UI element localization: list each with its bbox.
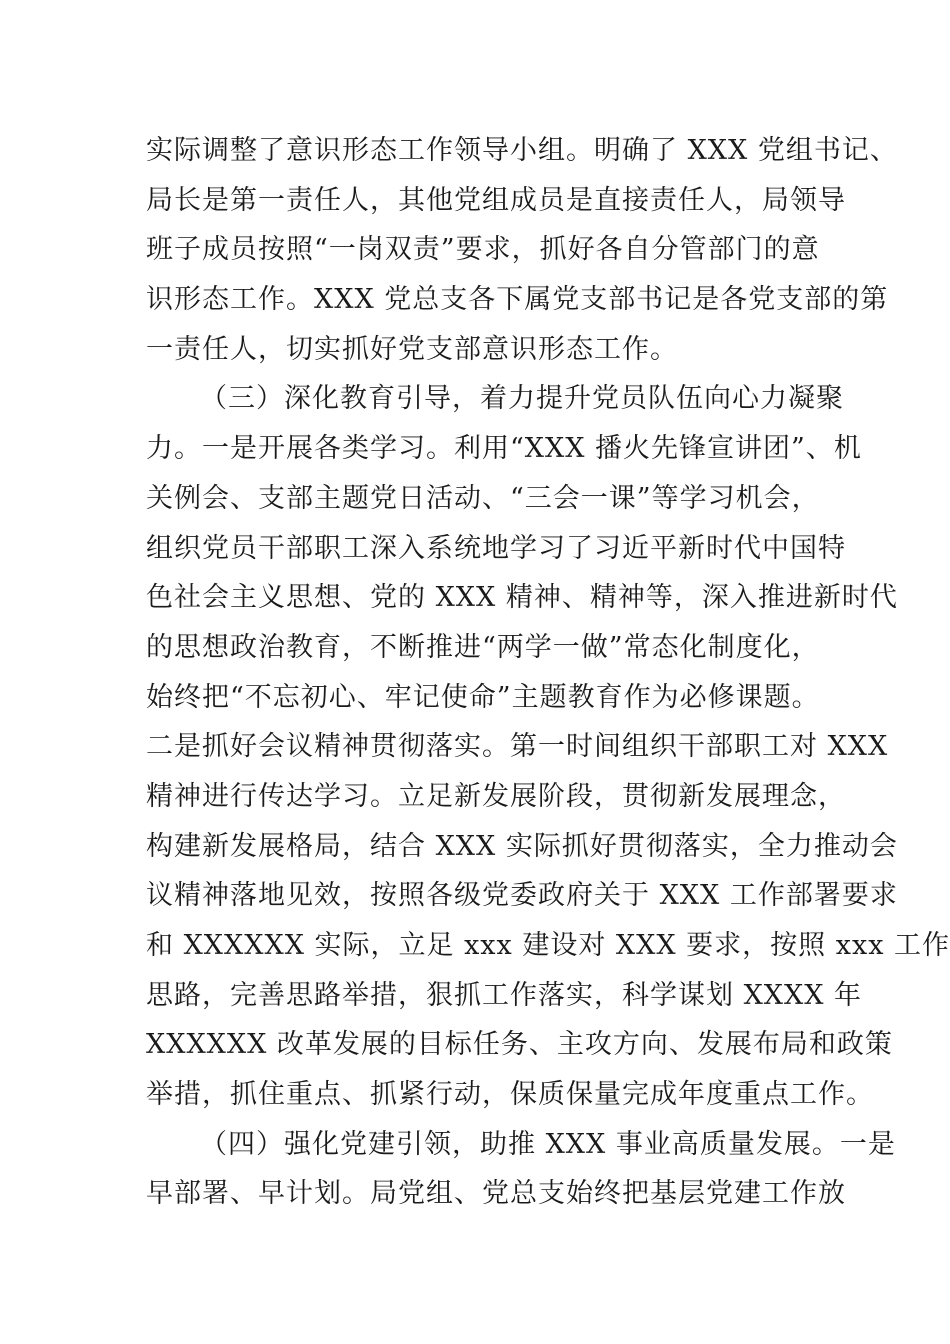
text-line: 识形态工作。XXX 党总支各下属党支部书记是各党支部的第 xyxy=(146,284,889,316)
text-line: 构建新发展格局，结合 XXX 实际抓好贯彻落实，全力推动会 xyxy=(146,830,898,862)
text-line: 一责任人，切实抓好党支部意识形态工作。 xyxy=(146,333,678,365)
text-line: 议精神落地见效，按照各级党委政府关于 XXX 工作部署要求 xyxy=(146,880,898,912)
section-heading-line: （四）强化党建引领，助推 XXX 事业高质量发展。一是 xyxy=(200,1128,896,1160)
text-line: 关例会、支部主题党日活动、“三会一课”等学习机会， xyxy=(146,482,820,514)
text-line: 早部署、早计划。局党组、党总支始终把基层党建工作放 xyxy=(146,1178,846,1210)
text-line: 举措，抓住重点、抓紧行动，保质保量完成年度重点工作。 xyxy=(146,1079,874,1111)
text-line: 力。一是开展各类学习。利用“XXX 播火先锋宣讲团”、机 xyxy=(146,433,862,465)
text-line: 色社会主义思想、党的 XXX 精神、精神等，深入推进新时代 xyxy=(146,582,898,614)
text-line: 思路，完善思路举措，狠抓工作落实，科学谋划 XXXX 年 xyxy=(146,979,863,1011)
text-line: 的思想政治教育，不断推进“两学一做”常态化制度化， xyxy=(146,631,820,663)
text-line: 二是抓好会议精神贯彻落实。第一时间组织干部职工对 XXX xyxy=(146,731,889,763)
text-line: 精神进行传达学习。立足新发展阶段，贯彻新发展理念， xyxy=(146,780,846,812)
text-line: XXXXXX 改革发展的目标任务、主攻方向、发展布局和政策 xyxy=(146,1029,893,1061)
text-line: 始终把“不忘初心、牢记使命”主题教育作为必修课题。 xyxy=(146,681,820,713)
text-line: 实际调整了意识形态工作领导小组。明确了 XXX 党组书记、 xyxy=(146,135,898,166)
text-line: 组织党员干部职工深入系统地学习了习近平新时代中国特 xyxy=(146,532,846,564)
text-line: 和 XXXXXX 实际，立足 xxx 建设对 XXX 要求，按照 xxx 工作 xyxy=(146,930,950,961)
body-text xyxy=(146,126,950,1219)
text-line: 局长是第一责任人，其他党组成员是直接责任人，局领导 xyxy=(146,184,846,216)
section-heading-line: （三）深化教育引导，着力提升党员队伍向心力凝聚 xyxy=(200,383,844,415)
text-line: 班子成员按照“一岗双责”要求，抓好各自分管部门的意 xyxy=(146,234,820,266)
